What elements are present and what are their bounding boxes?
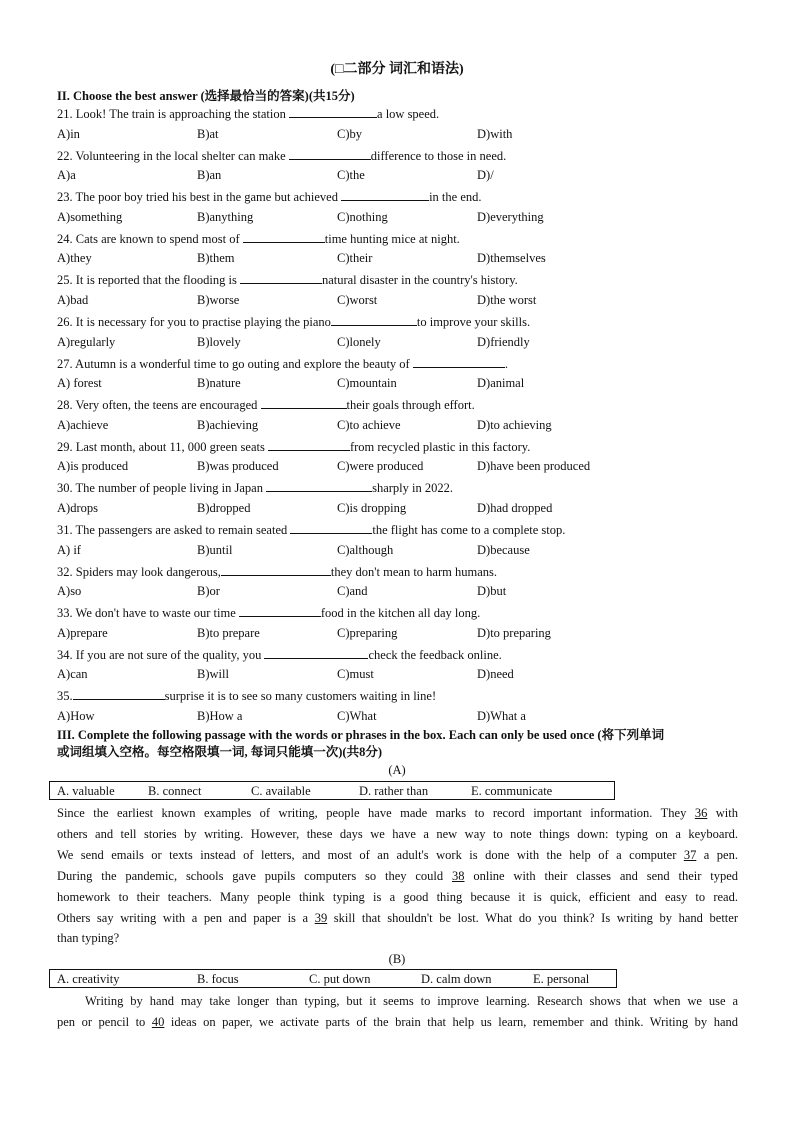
passage-text: Writing by hand may take longer than typing, but it seems to improve learning. Research shows that when we use a <box>85 994 738 1008</box>
answer-option: C)although <box>337 542 394 557</box>
passage-text: skill that shouldn't be lost. What do you think? Is writing by hand better <box>327 910 738 925</box>
question-stem <box>57 439 530 455</box>
answer-option: C)What <box>337 708 377 723</box>
question-text: sharply in 2022. <box>372 481 454 496</box>
passage-text: with <box>707 806 738 820</box>
question-text: 31. The passengers are asked to remain seated <box>57 523 291 537</box>
answer-option: B)worse <box>197 292 240 307</box>
answer-option: B)will <box>197 667 229 682</box>
answer-option: B)an <box>197 168 222 183</box>
option-row <box>57 335 757 351</box>
answer-blank <box>413 356 505 368</box>
answer-option: C)is dropping <box>337 500 407 515</box>
answer-blank <box>261 397 347 409</box>
answer-option: A)drops <box>57 500 98 515</box>
question-text: they don't mean to harm humans. <box>330 564 497 579</box>
question-text: difference to those in need. <box>370 148 507 163</box>
question-stem <box>57 397 475 413</box>
question-stem <box>57 480 453 496</box>
answer-option: C)by <box>337 126 362 141</box>
answer-option: D)have been produced <box>477 459 591 474</box>
answer-blank <box>264 647 368 659</box>
word-box-b-item: B. focus <box>197 972 239 986</box>
word-box-a-item: E. communicate <box>471 784 553 798</box>
passage-a-last-line: than typing? <box>57 931 120 945</box>
answer-option: A)is produced <box>57 459 129 474</box>
question-text: . <box>504 356 508 371</box>
answer-option: C)nothing <box>337 209 388 224</box>
answer-option: B)at <box>197 126 219 141</box>
answer-option: D)everything <box>477 209 544 224</box>
passage-line <box>57 848 738 863</box>
question-text: the flight has come to a complete stop. <box>372 523 566 537</box>
answer-option: C)worst <box>337 292 378 307</box>
word-box-a-item: A. valuable <box>57 784 115 798</box>
answer-option: D)friendly <box>477 334 530 349</box>
answer-option: C)must <box>337 667 374 682</box>
section-2-heading: II. Choose the best answer (选择最恰当的答案)(共15分) <box>57 89 355 103</box>
answer-blank <box>240 272 322 284</box>
option-row <box>57 418 757 434</box>
section-3-heading-line1: III. Complete the following passage with the words or phrases in the box. Each can only be used once (将下列单词 <box>57 728 665 742</box>
answer-option: A)How <box>57 708 95 723</box>
passage-line <box>57 890 738 905</box>
part-a-label: (A) <box>388 763 406 777</box>
answer-option: D)What a <box>477 708 526 723</box>
question-text: 24. Cats are known to spend most of <box>57 231 243 246</box>
blank-number: 36 <box>694 806 708 820</box>
answer-option: A)achieve <box>57 417 109 432</box>
question-text: 28. Very often, the teens are encouraged <box>57 398 261 413</box>
passage-text: homework to their teachers. Many people think typing is a good thing because it is quick, efficient and easy to read. <box>57 889 738 904</box>
answer-blank <box>289 148 371 160</box>
answer-blank <box>266 480 372 492</box>
word-box-a-item: B. connect <box>148 784 202 798</box>
question-text: 21. Look! The train is approaching the station <box>57 107 290 121</box>
answer-option: A)they <box>57 251 92 266</box>
question-stem <box>57 522 565 538</box>
question-text: 34. If you are not sure of the quality, you <box>57 647 265 662</box>
word-box-b-item: D. calm down <box>421 972 492 986</box>
question-text: from recycled plastic in this factory. <box>349 439 531 454</box>
question-stem <box>57 605 480 621</box>
question-text: time hunting mice at night. <box>324 231 460 246</box>
part-b-label: (B) <box>388 952 406 966</box>
answer-option: B)was produced <box>197 459 279 474</box>
option-row <box>57 459 757 475</box>
answer-option: A) forest <box>57 376 102 391</box>
option-row <box>57 543 757 559</box>
answer-option: C)preparing <box>337 625 398 640</box>
word-box-a <box>49 781 615 800</box>
answer-option: C)lonely <box>337 334 381 349</box>
answer-option: D)had dropped <box>477 500 553 515</box>
answer-option: D)with <box>477 126 513 141</box>
question-stem <box>57 231 460 247</box>
answer-option: B)lovely <box>197 334 241 349</box>
question-stem <box>57 314 530 330</box>
option-row <box>57 168 757 184</box>
answer-option: B)dropped <box>197 500 251 515</box>
answer-option: C)were produced <box>337 459 424 474</box>
blank-number: 39 <box>314 910 328 925</box>
passage-line <box>57 827 738 842</box>
answer-option: A)regularly <box>57 334 116 349</box>
question-text: 35. <box>57 689 73 704</box>
question-stem <box>57 106 439 122</box>
answer-option: D)/ <box>477 168 494 183</box>
answer-option: A)something <box>57 209 123 224</box>
passage-line <box>57 1015 738 1030</box>
question-stem <box>57 688 436 704</box>
question-stem <box>57 272 518 288</box>
option-row <box>57 376 757 392</box>
question-text: a low speed. <box>377 107 440 121</box>
option-row <box>57 709 757 725</box>
passage-line <box>57 911 738 926</box>
answer-option: B)How a <box>197 708 243 723</box>
answer-option: B)achieving <box>197 417 259 432</box>
passage-text: a pen. <box>696 847 738 862</box>
answer-option: B)to prepare <box>197 625 260 640</box>
answer-blank <box>268 439 350 451</box>
passage-text: pen or pencil to <box>57 1015 152 1029</box>
question-text: check the feedback online. <box>368 647 502 662</box>
word-box-b-item: E. personal <box>533 972 590 986</box>
question-text: food in the kitchen all day long. <box>320 606 481 621</box>
blank-number: 37 <box>683 847 697 862</box>
answer-option: C)to achieve <box>337 417 401 432</box>
answer-option: A)prepare <box>57 625 108 640</box>
word-box-b-item: C. put down <box>309 972 371 986</box>
answer-blank <box>341 189 429 201</box>
question-text: 29. Last month, about 11, 000 green seats <box>57 439 268 454</box>
blank-number: 40 <box>151 1015 165 1029</box>
answer-option: D)because <box>477 542 530 557</box>
section-3-heading-line2: 或词组填入空格。每空格限填一词, 每词只能填一次)(共8分) <box>57 745 382 759</box>
passage-text: ideas on paper, we activate parts of the brain that help us learn, remember and think. Writing by hand <box>164 1015 738 1029</box>
option-row <box>57 293 757 309</box>
answer-blank <box>290 522 372 534</box>
answer-option: B)anything <box>197 209 254 224</box>
question-text: in the end. <box>429 190 482 205</box>
question-text: 25. It is reported that the flooding is <box>57 273 240 288</box>
word-box-a-item: D. rather than <box>359 784 429 798</box>
answer-option: A)a <box>57 168 76 183</box>
answer-option: D)to preparing <box>477 625 551 640</box>
answer-option: D)need <box>477 667 514 682</box>
passage-text: Others say writing with a pen and paper is a <box>57 910 315 925</box>
question-text: their goals through effort. <box>346 398 475 413</box>
option-row <box>57 210 757 226</box>
passage-text: others and tell stories by writing. However, these days we have a new way to note things down: typing on a keyboard. <box>57 826 738 841</box>
answer-blank <box>239 605 321 617</box>
answer-blank <box>73 688 165 700</box>
answer-option: C)their <box>337 251 373 266</box>
question-text: 33. We don't have to waste our time <box>57 606 239 621</box>
question-text: 27. Autumn is a wonderful time to go outing and explore the beauty of <box>57 356 413 371</box>
word-box-b-item: A. creativity <box>57 972 120 986</box>
question-stem <box>57 564 497 580</box>
passage-text: Since the earliest known examples of writing, people have made marks to record important information. They <box>57 806 695 820</box>
question-text: 32. Spiders may look dangerous, <box>57 564 221 579</box>
answer-option: A) if <box>57 542 81 557</box>
question-text: 23. The poor boy tried his best in the game but achieved <box>57 190 342 205</box>
answer-option: A)so <box>57 584 82 599</box>
passage-line <box>57 806 738 821</box>
option-row <box>57 584 757 600</box>
answer-option: B)until <box>197 542 233 557</box>
answer-blank <box>243 231 325 243</box>
blank-number: 38 <box>452 868 465 883</box>
answer-blank <box>331 314 417 326</box>
question-text: 26. It is necessary for you to practise playing the piano <box>57 315 331 329</box>
passage-text: We send emails or texts instead of letters, and most of an adult's work is done with the help of a computer <box>57 847 684 862</box>
question-stem <box>57 189 482 205</box>
answer-option: D)animal <box>477 376 525 391</box>
option-row <box>57 501 757 517</box>
passage-line <box>85 994 738 1009</box>
word-box-b <box>49 969 617 988</box>
passage-text: During the pandemic, schools gave pupils computers so they could <box>57 868 452 883</box>
answer-option: C)the <box>337 168 365 183</box>
answer-option: A)can <box>57 667 88 682</box>
question-text: 22. Volunteering in the local shelter can make <box>57 148 289 163</box>
passage-line <box>57 869 738 884</box>
answer-option: B)nature <box>197 376 241 391</box>
question-stem <box>57 647 502 663</box>
answer-option: A)in <box>57 126 80 141</box>
question-stem <box>57 356 508 372</box>
answer-option: C)and <box>337 584 368 599</box>
answer-option: B)or <box>197 584 220 599</box>
answer-option: D)themselves <box>477 251 546 266</box>
question-text: surprise it is to see so many customers waiting in line! <box>164 689 437 704</box>
passage-text: online with their classes and send their typed <box>464 868 738 883</box>
option-row <box>57 127 757 143</box>
answer-blank <box>289 106 377 118</box>
question-text: natural disaster in the country's history. <box>321 273 518 288</box>
question-text: to improve your skills. <box>416 315 531 329</box>
answer-option: D)but <box>477 584 507 599</box>
answer-option: D)to achieving <box>477 417 552 432</box>
option-row <box>57 626 757 642</box>
question-text: 30. The number of people living in Japan <box>57 481 267 496</box>
option-row <box>57 667 757 683</box>
word-box-a-item: C. available <box>251 784 311 798</box>
option-row <box>57 251 757 267</box>
answer-blank <box>221 564 331 576</box>
question-stem <box>57 148 506 164</box>
answer-option: B)them <box>197 251 235 266</box>
part-title: (□二部分 词汇和语法) <box>330 62 464 77</box>
answer-option: C)mountain <box>337 376 397 391</box>
answer-option: D)the worst <box>477 292 537 307</box>
answer-option: A)bad <box>57 292 89 307</box>
